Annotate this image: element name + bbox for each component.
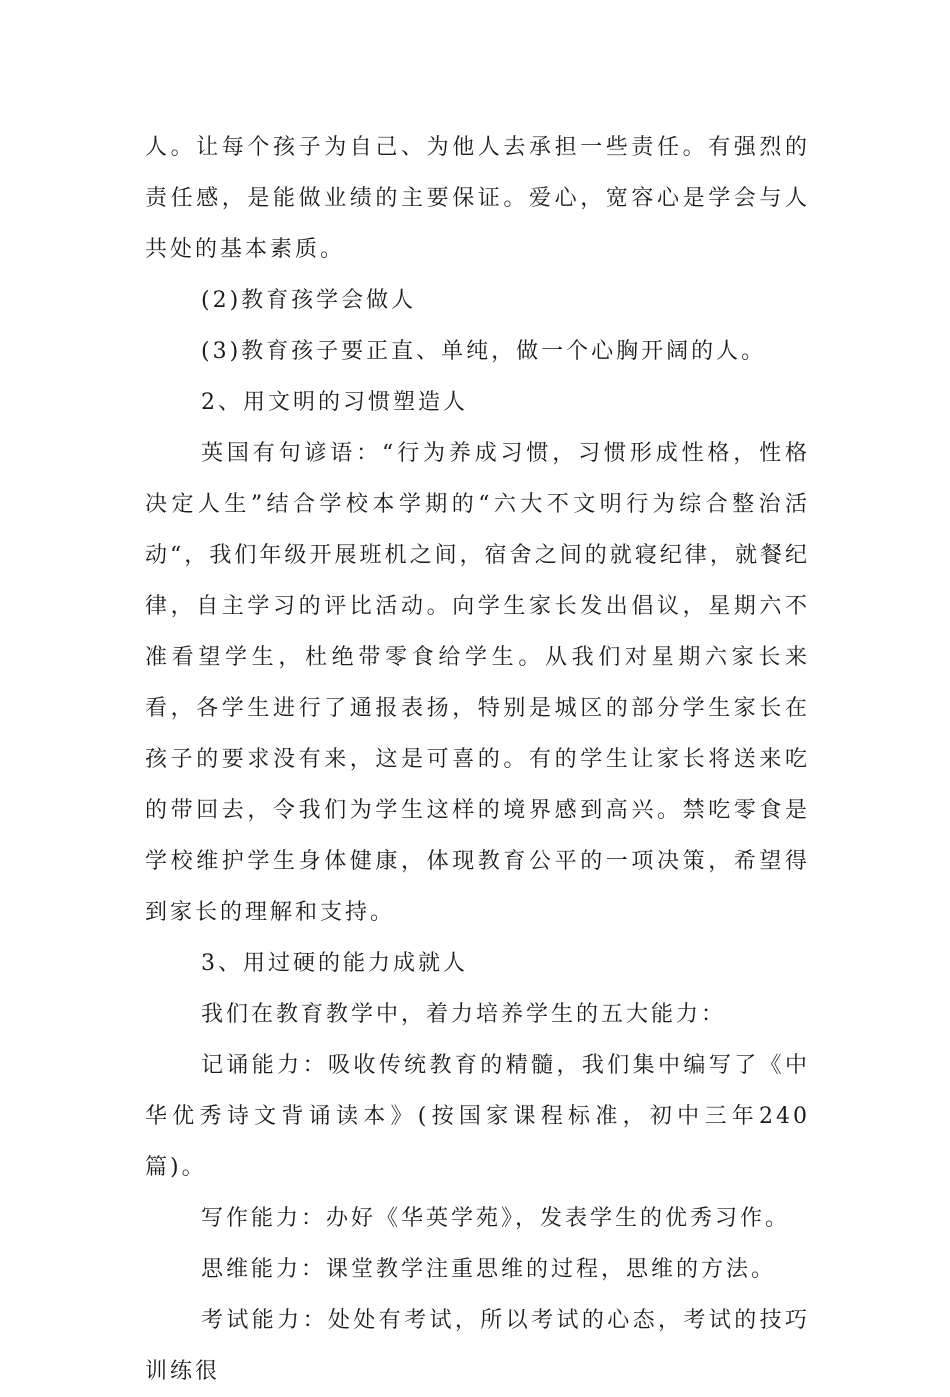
paragraph-thinking-ability: 思维能力：课堂教学注重思维的过程，思维的方法。 [201, 1257, 777, 1282]
section-heading-3: 3、用过硬的能力成就人 [201, 951, 468, 976]
paragraph-item-3: (3)教育孩子要正直、单纯，做一个心胸开阔的人。 [201, 339, 767, 364]
paragraph-exam-ability: 考试能力：处处有考试，所以考试的心态，考试的技巧训练很 [145, 1308, 810, 1384]
document-body [145, 122, 810, 1397]
paragraph-five-abilities: 我们在教育教学中，着力培养学生的五大能力： [201, 1002, 727, 1027]
paragraph-item-2: (2)教育孩学会做人 [201, 288, 417, 313]
paragraph-recitation-ability: 记诵能力：吸收传统教育的精髓，我们集中编写了《中华优秀诗文背诵读本》(按国家课程标准，初中三年240篇)。 [145, 1053, 810, 1180]
paragraph-continuation: 人。让每个孩子为自己、为他人去承担一些责任。有强烈的责任感，是能做业绩的主要保证。爱心，宽容心是学会与人共处的基本素质。 [145, 135, 810, 262]
section-heading-2: 2、用文明的习惯塑造人 [201, 390, 468, 415]
paragraph-writing-ability: 写作能力：办好《华英学苑》，发表学生的优秀习作。 [201, 1206, 791, 1231]
paragraph-proverb: 英国有句谚语：“行为养成习惯，习惯形成性格，性格决定人生”结合学校本学期的“六大不文明行为综合整治活动“，我们年级开展班机之间，宿舍之间的就寝纪律，就餐纪律，自主学习的评比活动。向学生家长发出倡议，星期六不准看望学生，杜绝带零食给学生。从我们对星期六家长来看，各学生进行了通报表扬，特别是城区的部分学生家长在孩子的要求没有来，这是可喜的。有的学生让家长将送来吃的带回去，令我们为学生这样的境界感到高兴。禁吃零食是学校维护学生身体健康，体现教育公平的一项决策，希望得到家长的理解和支持。 [145, 441, 810, 925]
